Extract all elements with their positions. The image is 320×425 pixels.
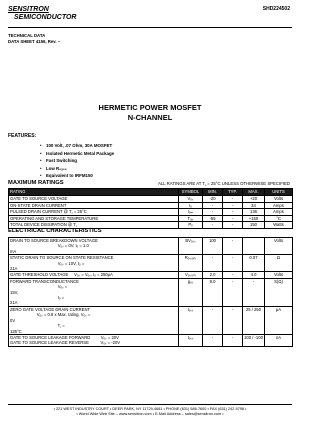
symbol-cell: Tₒₚ xyxy=(179,215,203,222)
min-cell: - xyxy=(203,209,223,216)
characteristic-line: mA xyxy=(10,248,17,254)
max-ratings-note: ALL RATINGS ARE AT T⁁ = 25°C UNLESS OTHERWISE SPECIFIED xyxy=(157,181,290,186)
max-cell: - xyxy=(243,278,265,306)
table-row xyxy=(9,278,293,306)
max-cell: 25 / 250 xyxy=(243,306,265,334)
characteristic-line: Vₒₛ = 0V, Iₒ = 1.0 xyxy=(10,243,89,249)
title-line-2: N-CHANNEL xyxy=(127,113,173,122)
company-line-2: SEMICONDUCTOR xyxy=(14,14,77,21)
table-row xyxy=(9,306,293,334)
symbol-cell: Pₒ xyxy=(179,222,203,229)
characteristic-cell xyxy=(9,278,179,306)
characteristic-line: GATE THRESHOLD VOLTAGE Vₒₛ = Vₒₛ, Iₒ = 250μA xyxy=(10,272,113,278)
characteristic-line: 15V, xyxy=(10,289,19,295)
col-header: MAX. xyxy=(243,189,265,196)
max-cell: 0.07 xyxy=(243,255,265,272)
symbol-cell: Rₒₛ₍ₒₙ₎ xyxy=(179,255,203,272)
characteristic-line: FORWARD TRANSCONDUCTANCE xyxy=(10,278,79,284)
max-cell: +20 xyxy=(243,196,265,203)
rating-cell: GATE TO SOURCE VOLTAGE xyxy=(9,196,179,203)
characteristic-line: ZERO GATE VOLTAGE DRAIN CURRENT xyxy=(10,306,91,312)
characteristic-line: GATE TO SOURCE LEAKAGE FORWARD Vₒₛ = 20V xyxy=(10,334,119,340)
company-line-1: SENSITRON xyxy=(8,6,49,13)
min-cell: - xyxy=(203,306,223,334)
symbol-cell: Iₒₛₛ xyxy=(179,334,203,346)
characteristic-line: 21A xyxy=(10,300,18,306)
symbol-cell: gₒₛ xyxy=(179,278,203,306)
min-cell: - xyxy=(203,222,223,229)
min-cell: - xyxy=(203,202,223,209)
characteristic-line: GATE TO SOURCE LEAKAGE REVERSE Vₒₛ = -20V xyxy=(10,340,121,346)
typ-cell: - xyxy=(223,306,243,334)
units-cell: Ω xyxy=(265,255,293,272)
characteristic-line: 21A xyxy=(10,266,18,272)
max-ratings-table xyxy=(8,188,293,229)
rating-cell: TOTAL DEVICE DISSIPATION @ T⁁ xyxy=(9,222,179,229)
units-cell: Watts xyxy=(265,222,293,229)
elec-table xyxy=(8,237,293,347)
max-cell: 4.0 xyxy=(243,272,265,278)
characteristic-cell xyxy=(9,238,179,255)
features-heading: FEATURES: xyxy=(8,133,37,139)
units-cell: μA xyxy=(265,306,293,334)
col-header: TYP. xyxy=(223,189,243,196)
typ-cell: - xyxy=(223,278,243,306)
units-cell: S(Ω) xyxy=(265,278,293,306)
characteristic-line: STATIC DRAIN TO SOURCE ON STATE RESISTANCE xyxy=(10,255,114,261)
typ-cell: - xyxy=(223,255,243,272)
units-cell: nA xyxy=(265,334,293,346)
rating-cell: ON-STATE DRAIN CURRENT xyxy=(9,202,179,209)
typ-cell: - xyxy=(223,196,243,203)
table-row xyxy=(9,209,293,216)
symbol-cell: Vₒₛ₍ₜₕ₎ xyxy=(179,272,203,278)
company-name xyxy=(8,6,76,22)
min-cell: 2.0 xyxy=(203,272,223,278)
typ-cell: - xyxy=(223,209,243,216)
characteristic-line: Vₒₛ = 0.8 x Max. rating, Vₒₛ = xyxy=(10,312,91,318)
characteristic-line: 125°C xyxy=(10,328,22,334)
units-cell: Volts xyxy=(265,272,293,278)
characteristic-line: Iₒ = xyxy=(10,295,65,301)
typ-cell: - xyxy=(223,215,243,222)
header-rule xyxy=(8,27,292,28)
symbol-cell: Vₒₛ xyxy=(179,196,203,203)
table-row xyxy=(9,215,293,222)
typ-cell: - xyxy=(223,272,243,278)
min-cell: 100 xyxy=(203,238,223,255)
features-list xyxy=(40,142,114,180)
typ-cell: - xyxy=(223,202,243,209)
footer xyxy=(0,407,300,417)
rating-cell: PULSED DRAIN CURRENT @ T⁁ = 25°C xyxy=(9,209,179,216)
table-row xyxy=(9,334,293,346)
footer-web: • World Wide Web Site – www.sensitron.com • E-Mail Address – sales@sensitron.com • xyxy=(76,412,224,416)
col-header: MIN. xyxy=(203,189,223,196)
characteristic-line: 0V xyxy=(10,317,16,323)
units-cell: Amps xyxy=(265,209,293,216)
symbol-cell: Iₒₛₛ xyxy=(179,306,203,334)
typ-cell: - xyxy=(223,334,243,346)
max-cell: 150 xyxy=(243,222,265,229)
max-ratings-heading: MAXIMUM RATINGS xyxy=(8,180,64,186)
elec-heading: ELECTRICAL CHARACTERISTICS xyxy=(8,228,102,234)
characteristic-cell xyxy=(9,255,179,272)
min-cell: - xyxy=(203,334,223,346)
tech-data-label: TECHNICAL DATA xyxy=(8,33,46,38)
units-cell: Volts xyxy=(265,238,293,255)
max-cell: 100 / -100 xyxy=(243,334,265,346)
feature-item: • 100 Volt, .07 Ohm, 30A MOSFET xyxy=(40,142,114,150)
characteristic-cell xyxy=(9,306,179,334)
units-cell: Volts xyxy=(265,196,293,203)
feature-item: • Low R₀ₐ₀₀ xyxy=(40,165,114,173)
symbol-cell: Iₒ xyxy=(179,202,203,209)
min-cell: - xyxy=(203,255,223,272)
max-cell: 136 xyxy=(243,209,265,216)
max-cell: +150 xyxy=(243,215,265,222)
units-cell: Amps xyxy=(265,202,293,209)
footer-rule xyxy=(8,404,292,405)
footer-address: • 221 WEST INDUSTRY COURT • DEER PARK, NY 11729-4681 • PHONE (631) 586-7600 • FAX (631) 242-9798 • xyxy=(53,407,247,411)
units-cell: °C xyxy=(265,215,293,222)
characteristic-line: DRAIN TO SOURCE BREAKDOWN VOLTAGE xyxy=(10,238,98,243)
col-header: UNITS xyxy=(265,189,293,196)
table-row xyxy=(9,255,293,272)
col-header: RATING xyxy=(9,189,179,196)
table-row xyxy=(9,202,293,209)
rating-cell: OPERATING AND STORAGE TEMPERATURE xyxy=(9,215,179,222)
datasheet-label: DATA SHEET 4156, Rev. – xyxy=(8,38,61,44)
tech-data-block xyxy=(8,33,60,44)
typ-cell: - xyxy=(223,222,243,229)
feature-item: • Isolated Hermetic Metal Package xyxy=(40,150,114,158)
symbol-cell: Iₒₘ xyxy=(179,209,203,216)
characteristic-line: Vₒₛ = xyxy=(10,284,68,290)
characteristic-line: T⁁ = xyxy=(10,323,65,329)
max-cell xyxy=(243,238,265,255)
characteristic-cell xyxy=(9,334,179,346)
feature-item: • Fast Switching xyxy=(40,157,114,165)
max-cell: 34 xyxy=(243,202,265,209)
table-row xyxy=(9,196,293,203)
characteristic-line: Vₒₛ = 10V, Iₒ = xyxy=(10,260,85,266)
feature-item: • Equivalent to IRFM150 xyxy=(40,172,114,180)
symbol-cell: BVₒₛₛ xyxy=(179,238,203,255)
min-cell: -20 xyxy=(203,196,223,203)
col-header: SYMBOL xyxy=(179,189,203,196)
min-cell: -55 xyxy=(203,215,223,222)
table-row xyxy=(9,238,293,255)
min-cell: 9.0 xyxy=(203,278,223,306)
typ-cell: - xyxy=(223,238,243,255)
doc-number: SHD224502 xyxy=(262,6,290,12)
title-line-1: HERMETIC POWER MOSFET xyxy=(98,103,202,112)
